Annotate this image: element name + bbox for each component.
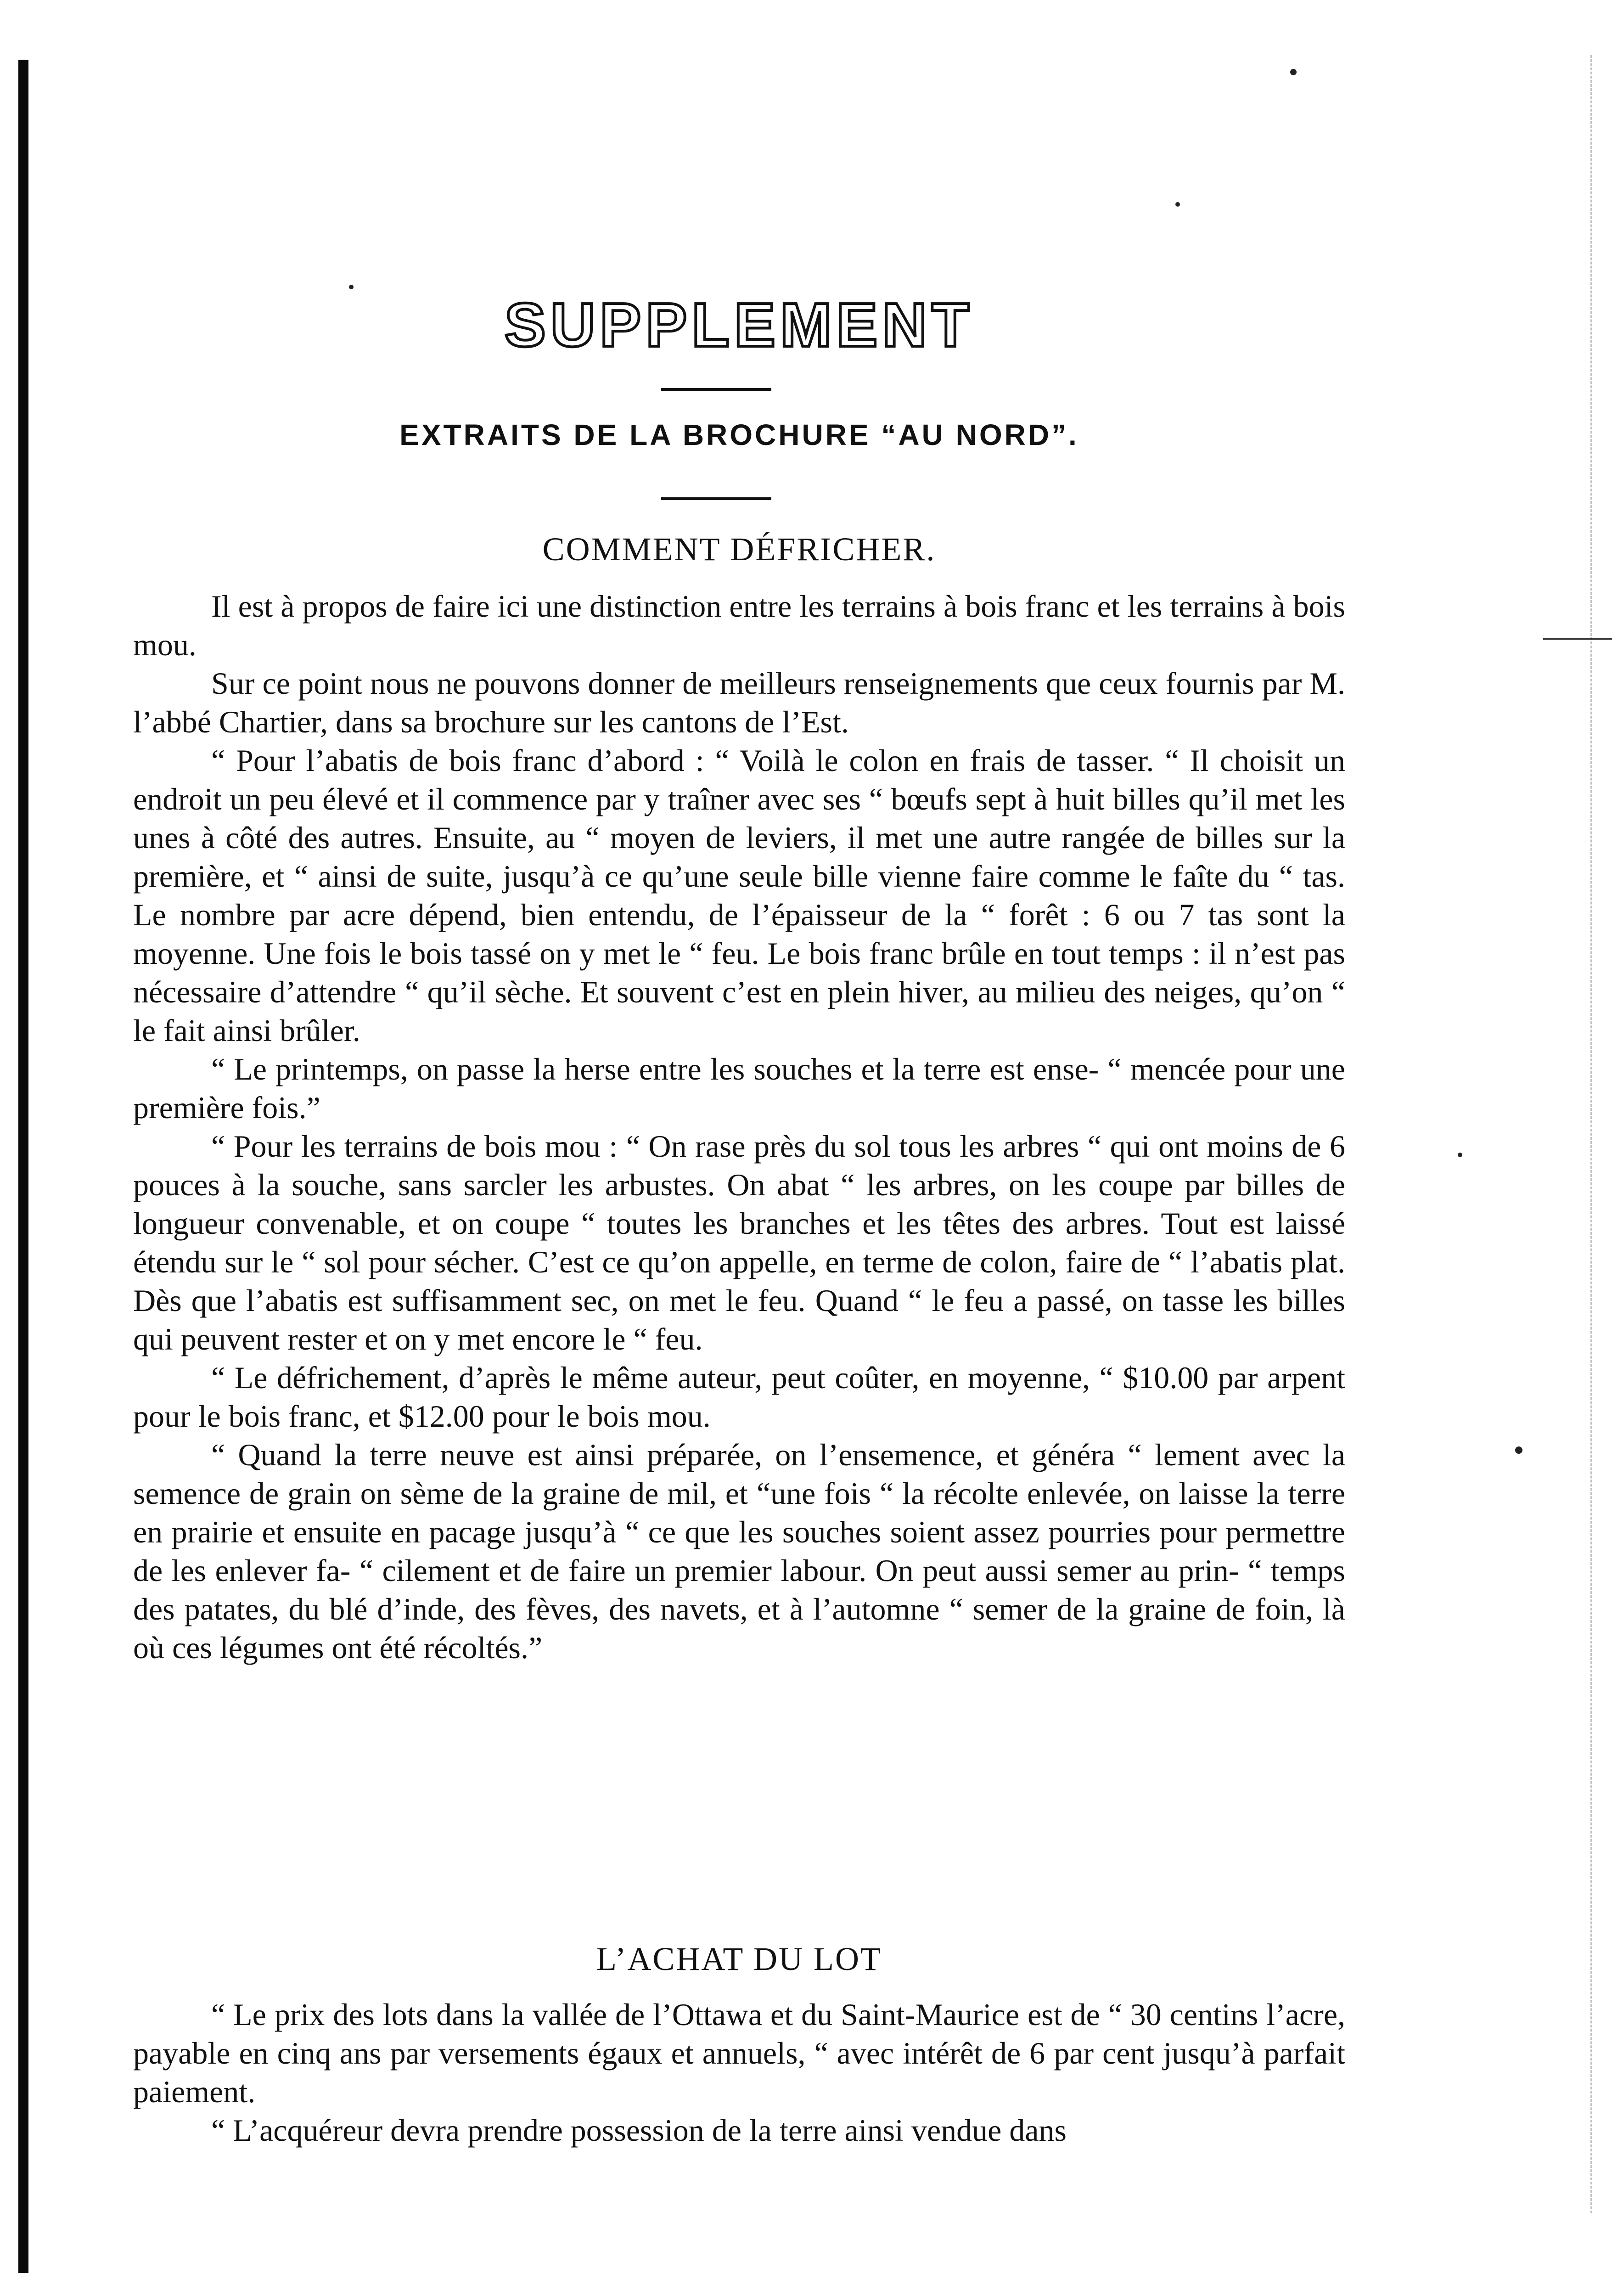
paragraph: “ Pour l’abatis de bois franc d’abord : “ Voilà le colon en frais de tasser. “ Il choisit un endroit un peu élevé et il commence par y traîner avec ses “ bœufs sept à huit billes qu’il met les unes à côté des autres. Ensuite, au “ moyen de leviers, il met une autre rangée de billes sur la première, et “ ainsi de suite, jusqu’à ce qu’une seule bille vienne faire comme le faîte du “ tas. Le nombre par acre dépend, bien entendu, de l’épaisseur de la “ forêt : 6 ou 7 tas sont la moyenne. Une fois le bois tassé on y met le “ feu. Le bois franc brûle en tout temps : il n’est pas nécessaire d’attendre “ qu’il sèche. Et souvent c’est en plein hiver, au milieu des neiges, qu’on “ le fait ainsi brûler. [133, 743, 1345, 1048]
scan-speck [1515, 1446, 1522, 1454]
divider-rule [661, 497, 771, 500]
paragraph: Il est à propos de faire ici une distinction entre les terrains à bois franc et les terrains à bois mou. [133, 589, 1345, 662]
paragraph: “ Le printemps, on passe la herse entre les souches et la terre est ense- “ mencée pour une première fois.” [133, 1052, 1345, 1125]
scan-speck [1175, 202, 1180, 207]
divider-rule [661, 388, 771, 391]
book-binding-edge [18, 60, 28, 2273]
section-body [133, 587, 1345, 1667]
paragraph: “ Le défrichement, d’après le même auteur, peut coûter, en moyenne, “ $10.00 par arpent pour le bois franc, et $12.00 pour le bois mou. [133, 1360, 1345, 1434]
page-subtitle: EXTRAITS DE LA BROCHURE “AU NORD”. [399, 418, 1079, 451]
section-heading: L’ACHAT DU LOT [596, 1941, 882, 1977]
right-page-edge [1590, 55, 1594, 2213]
page [133, 0, 1345, 2296]
scan-speck [1458, 1153, 1462, 1157]
page-title: SUPPLEMENT [504, 290, 974, 360]
paragraph: “ Pour les terrains de bois mou : “ On rase près du sol tous les arbres “ qui ont moins de 6 pouces à la souche, sans sarcler les arbustes. On abat “ les arbres, on les coupe par billes de longueur convenable, et on coupe “ toutes les branches et les têtes des arbres. Tout est laissé étendu sur le “ sol pour sécher. C’est ce qu’on appelle, en terme de colon, faire de “ l’abatis plat. Dès que l’abatis est suffisamment sec, on met le feu. Quand “ le feu a passé, on tasse les billes qui peuvent rester et on y met encore le “ feu. [133, 1129, 1345, 1356]
paragraph: “ Le prix des lots dans la vallée de l’Ottawa et du Saint-Maurice est de “ 30 centins l’acre, payable en cinq ans par versements égaux et annuels, “ avec intérêt de 6 par cent jusqu’à parfait paiement. [133, 1997, 1345, 2109]
scan-speck [349, 285, 354, 289]
scan-speck [1290, 69, 1297, 75]
paragraph: Sur ce point nous ne pouvons donner de meilleurs renseignements que ceux fournis par M. l’abbé Chartier, dans sa brochure sur les cantons de l’Est. [133, 666, 1345, 739]
paragraph: “ L’acquéreur devra prendre possession de la terre ainsi vendue dans [211, 2113, 1067, 2148]
paragraph: “ Quand la terre neuve est ainsi préparée, on l’ensemence, et généra “ lement avec la semence de grain on sème de la graine de mil, et “une fois “ la récolte enlevée, on laisse la terre en prairie et ensuite en pacage jusqu’à “ ce que les souches soient assez pourries pour permettre de les enlever fa- “ cilement et de faire un premier labour. On peut aussi semer au prin- “ temps des patates, du blé d’inde, des fèves, des navets, et à l’automne “ semer de la graine de foin, là où ces légumes ont été récoltés.” [133, 1437, 1345, 1665]
margin-tick-mark [1543, 638, 1612, 640]
section-body [133, 1995, 1345, 2150]
section-heading: COMMENT DÉFRICHER. [542, 531, 936, 568]
